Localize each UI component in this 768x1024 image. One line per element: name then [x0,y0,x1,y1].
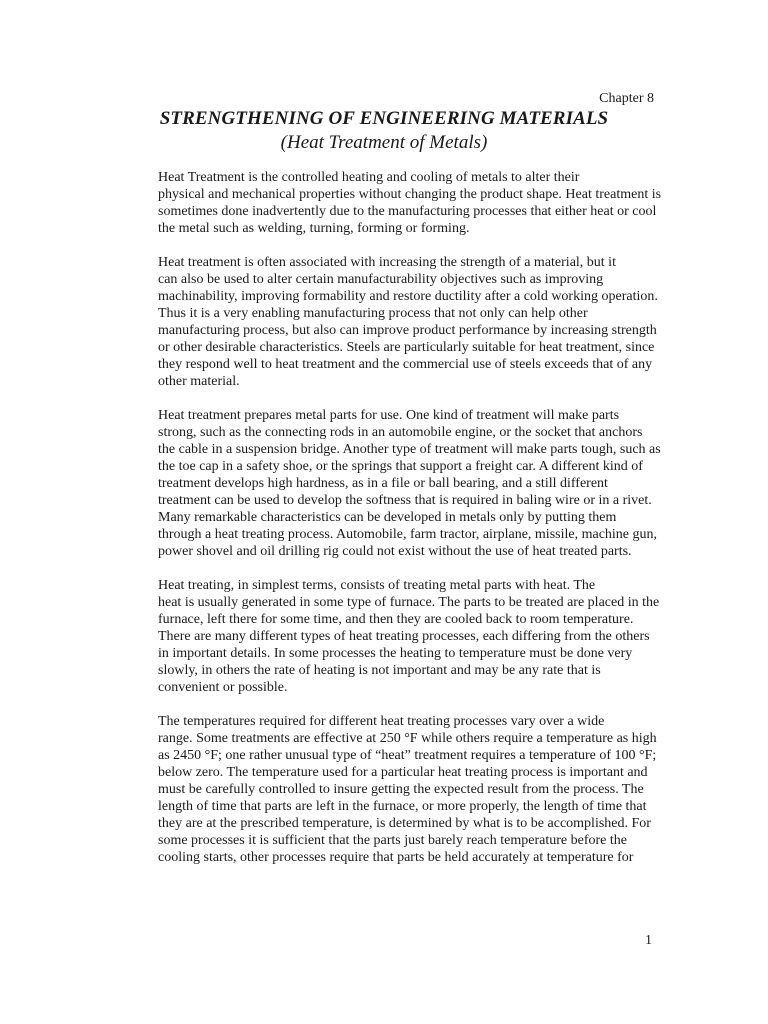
paragraph-line: power shovel and oil drilling rig could not exist without the use of heat treated parts. [158,544,632,559]
paragraph [112,407,661,560]
paragraph-line: through a heat treating process. Automobile, farm tractor, airplane, missile, machine gun, [158,527,658,542]
document-subtitle: (Heat Treatment of Metals) [280,132,488,153]
paragraph-line: as 2450 °F; one rather unusual type of “heat” treatment requires a temperature of 100 °F; [158,748,657,763]
paragraph-line: the cable in a suspension bridge. Another type of treatment will make parts tough, such as [158,442,661,457]
paragraph-line: in important details. In some processes the heating to temperature must be done very [158,646,633,661]
paragraph-line: they respond well to heat treatment and the commercial use of steels exceeds that of any [158,357,653,372]
chapter-label: Chapter 8 [599,91,654,106]
paragraph-line: Heat treatment is often associated with increasing the strength of a material, but it [158,255,616,270]
paragraph-line: sometimes done inadvertently due to the manufacturing processes that either heat or cool [158,204,657,219]
paragraph-line: range. Some treatments are effective at 250 °F while others require a temperature as high [158,731,657,746]
paragraph-line: must be carefully controlled to insure getting the expected result from the process. The [158,782,644,797]
document-title: STRENGTHENING OF ENGINEERING MATERIALS [159,108,609,129]
paragraph-line: The temperatures required for different heat treating processes vary over a wide [158,714,605,729]
paragraph-line: cooling starts, other processes require that parts be held accurately at temperature for [158,850,634,865]
paragraph-line: furnace, left there for some time, and then they are cooled back to room temperature. [158,612,634,627]
paragraph-line: physical and mechanical properties without changing the product shape. Heat treatment is [158,187,662,202]
paragraph [112,254,657,390]
paragraph-line: the toe cap in a safety shoe, or the springs that support a freight car. A different kind of [158,459,643,474]
paragraph [112,713,657,866]
paragraph-line: they are at the prescribed temperature, is determined by what is to be accomplished. For [158,816,651,831]
paragraph-line: convenient or possible. [158,680,288,695]
paragraph-line: treatment develops high hardness, as in a file or ball bearing, and a still different [158,476,608,491]
paragraph-line: or other desirable characteristics. Steels are particularly suitable for heat treatment, since [158,340,655,355]
paragraph-line: length of time that parts are left in the furnace, or more properly, the length of time that [158,799,647,814]
paragraph-line: heat is usually generated in some type of furnace. The parts to be treated are placed in the [158,595,660,610]
paragraph-line: can also be used to alter certain manufacturability objectives such as improving [158,272,604,287]
paragraph-line: below zero. The temperature used for a particular heat treating process is important and [158,765,648,780]
paragraph-line: Heat treating, in simplest terms, consists of treating metal parts with heat. The [158,578,596,593]
page-number: 1 [645,933,652,948]
paragraph-line: Heat treatment prepares metal parts for use. One kind of treatment will make parts [158,408,620,423]
paragraph-line: other material. [158,374,240,389]
paragraph-line: the metal such as welding, turning, forming or forming. [158,221,470,236]
paragraph-line: manufacturing process, but also can improve product performance by increasing strength [158,323,657,338]
paragraph-line: Thus it is a very enabling manufacturing process that not only can help other [158,306,588,321]
paragraph-line: slowly, in others the rate of heating is not important and may be any rate that is [158,663,601,678]
paragraph-line: treatment can be used to develop the softness that is required in baling wire or in a rivet. [158,493,652,508]
paragraph-line: There are many different types of heat treating processes, each differing from the others [158,629,650,644]
paragraph-line: machinability, improving formability and restore ductility after a cold working operation. [158,289,658,304]
paragraph-line: strong, such as the connecting rods in an automobile engine, or the socket that anchors [158,425,643,440]
body-text [112,169,662,883]
paragraph-line: Many remarkable characteristics can be developed in metals only by putting them [158,510,617,525]
paragraph [112,577,660,696]
paragraph-line: Heat Treatment is the controlled heating and cooling of metals to alter their [158,170,580,185]
paragraph [112,169,662,237]
paragraph-line: some processes it is sufficient that the parts just barely reach temperature before the [158,833,627,848]
